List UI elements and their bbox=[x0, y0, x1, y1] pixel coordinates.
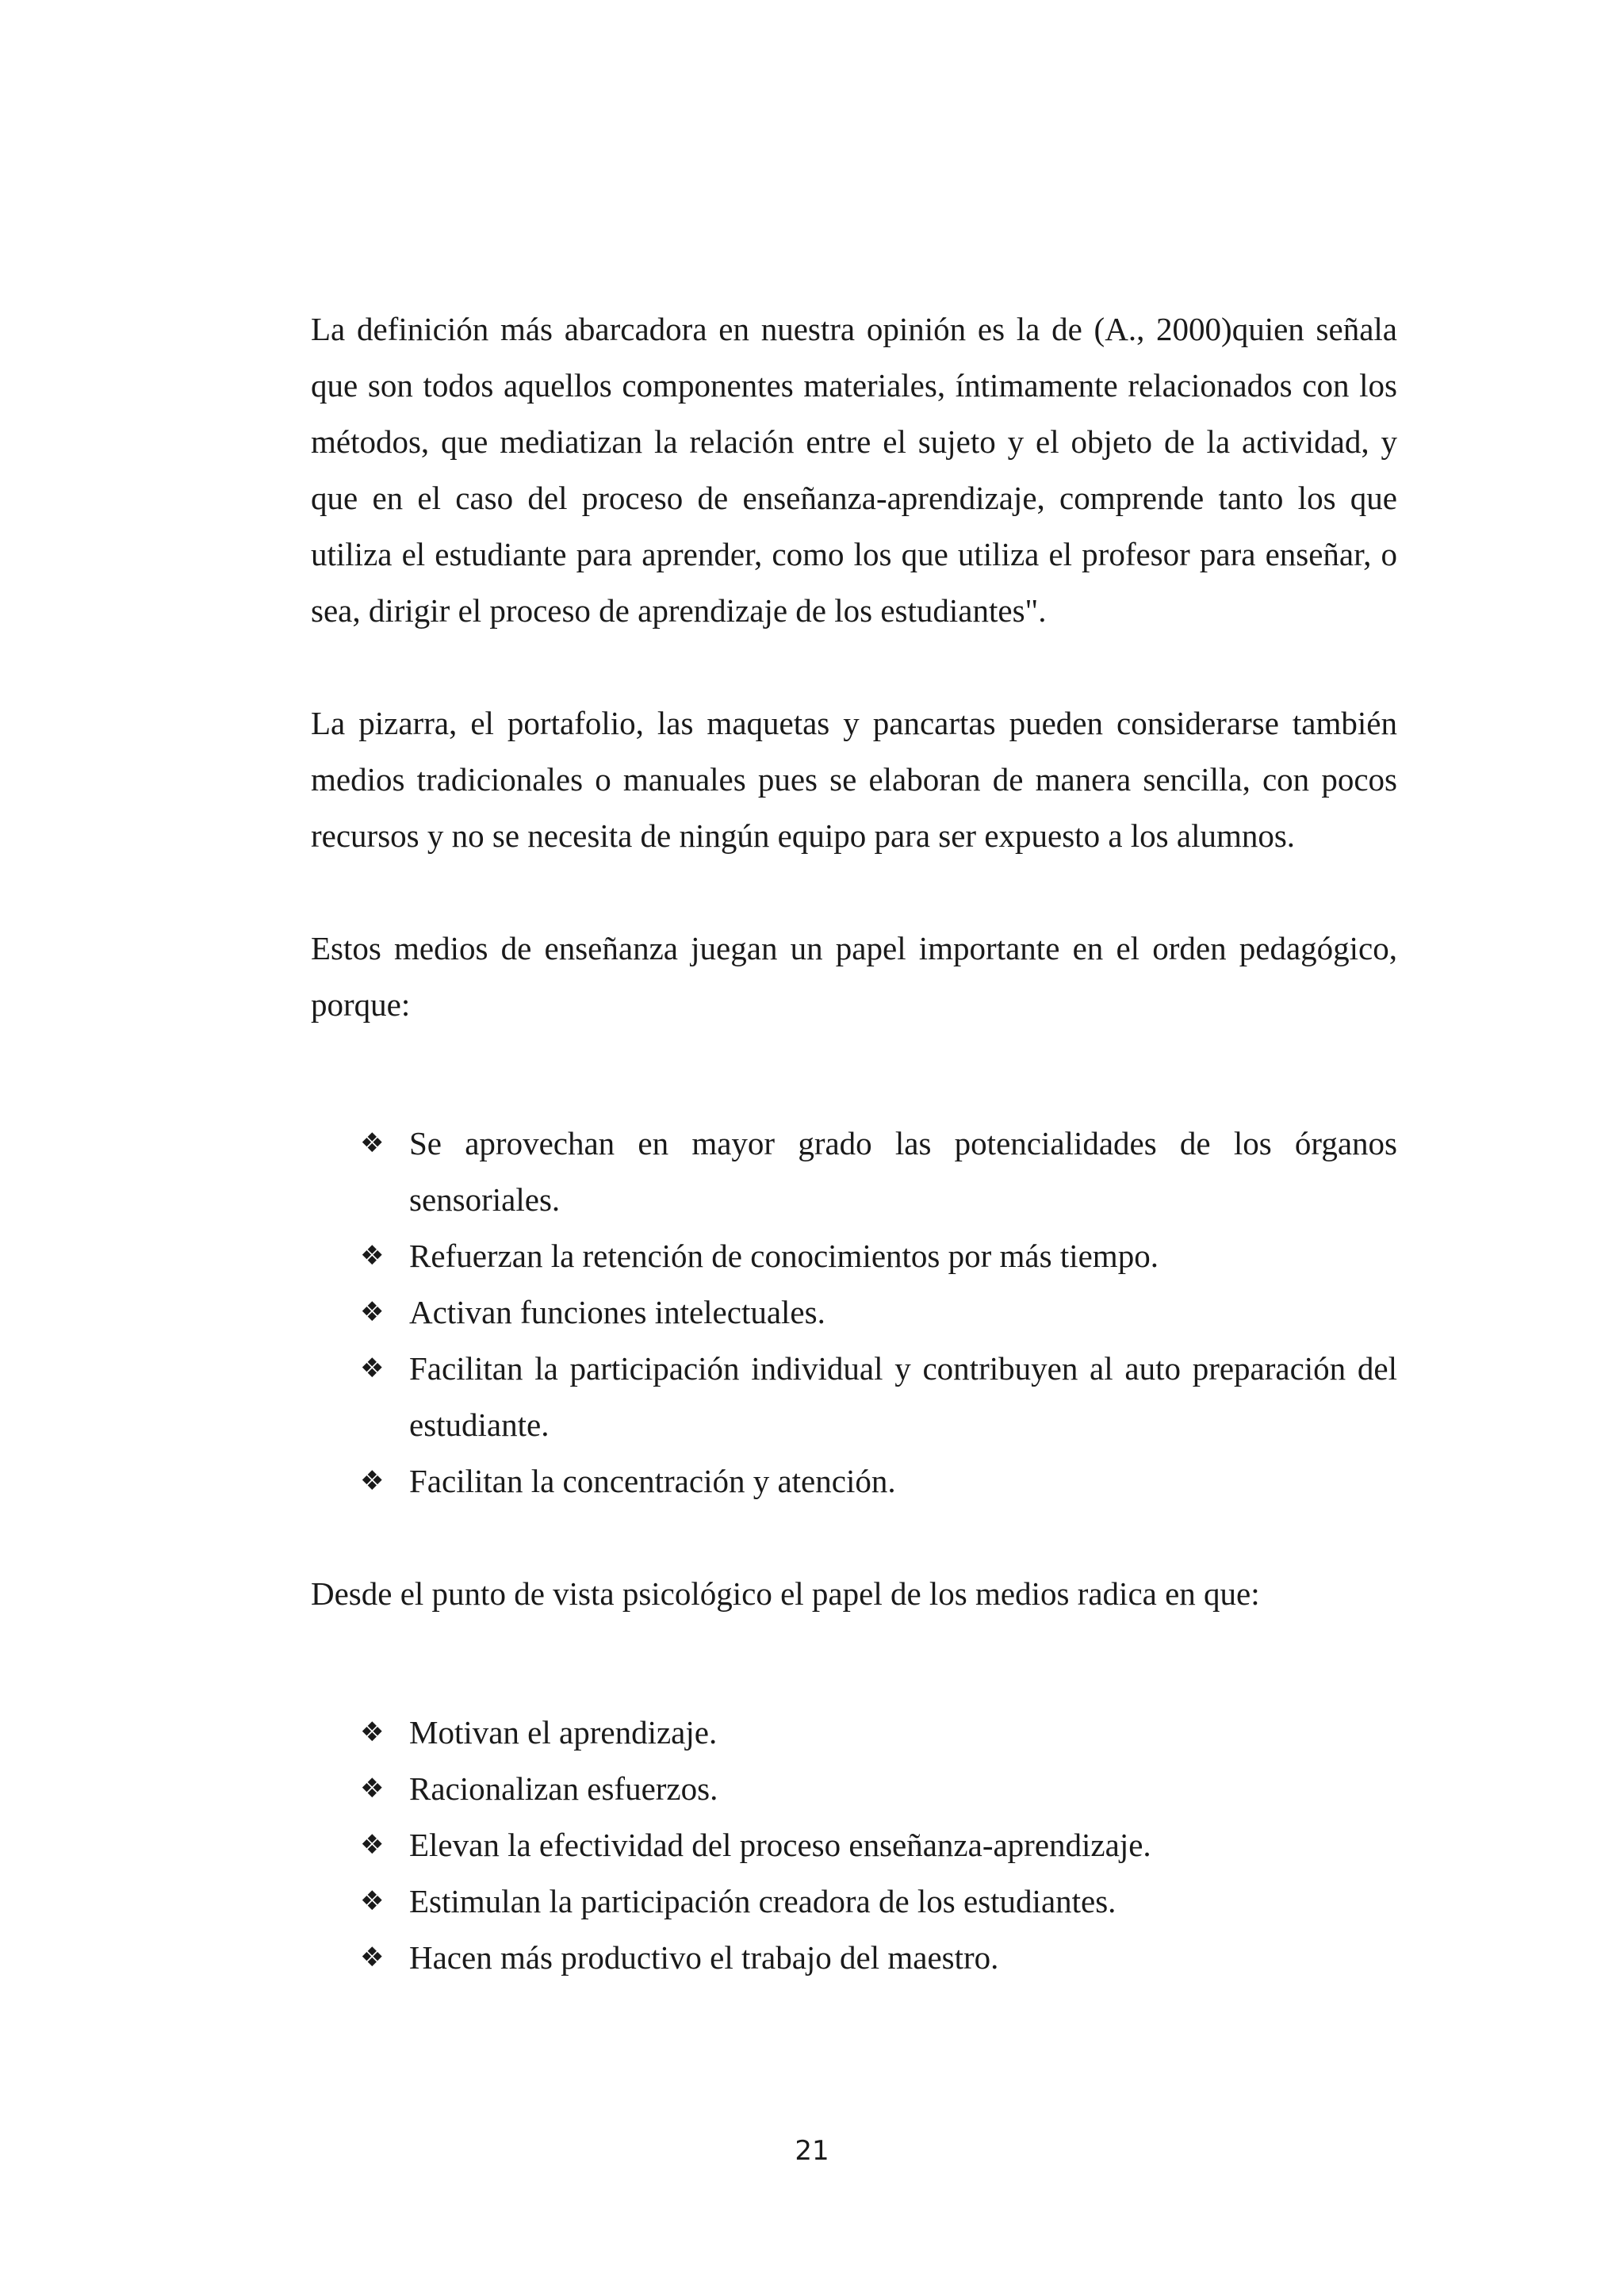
list-item bbox=[311, 1228, 1397, 1284]
list-item-text: Racionalizan esfuerzos. bbox=[409, 1770, 718, 1807]
paragraph-traditional-media: La pizarra, el portafolio, las maquetas y pancartas pueden considerarse también medios tradicionales o manuales pues se elaboran de manera sencilla, con pocos recursos y no se necesita de ningún equipo para ser expuesto a los alumnos. bbox=[311, 705, 1397, 854]
list-item-text: Activan funciones intelectuales. bbox=[409, 1294, 825, 1330]
list-item-text: Motivan el aprendizaje. bbox=[409, 1714, 718, 1751]
list-item bbox=[311, 1873, 1397, 1930]
diamond-bullet-icon: ❖ bbox=[360, 1296, 385, 1328]
list-item bbox=[311, 1453, 1397, 1510]
list-item bbox=[311, 1930, 1397, 1986]
list-item bbox=[311, 1761, 1397, 1817]
diamond-bullet-icon: ❖ bbox=[360, 1773, 385, 1804]
paragraph-psychological-role: Desde el punto de vista psicológico el papel de los medios radica en que: bbox=[311, 1575, 1260, 1612]
list-item-text: Se aprovechan en mayor grado las potencialidades de los órganos sensoriales. bbox=[409, 1125, 1397, 1218]
diamond-bullet-icon: ❖ bbox=[360, 1885, 385, 1917]
psychological-reasons-list bbox=[311, 1705, 1397, 1986]
list-item-text: Elevan la efectividad del proceso enseñanza-aprendizaje. bbox=[409, 1827, 1151, 1863]
list-item-text: Facilitan la concentración y atención. bbox=[409, 1463, 896, 1499]
diamond-bullet-icon: ❖ bbox=[360, 1353, 385, 1384]
list-item-text: Hacen más productivo el trabajo del maestro. bbox=[409, 1939, 999, 1976]
list-item-text: Estimulan la participación creadora de los estudiantes. bbox=[409, 1883, 1116, 1919]
list-item bbox=[311, 1341, 1397, 1453]
list-item bbox=[311, 1115, 1397, 1228]
diamond-bullet-icon: ❖ bbox=[360, 1465, 385, 1497]
pedagogical-reasons-list bbox=[311, 1115, 1397, 1510]
list-item-text: Facilitan la participación individual y contribuyen al auto preparación del estudiante. bbox=[409, 1350, 1397, 1443]
list-item bbox=[311, 1705, 1397, 1761]
diamond-bullet-icon: ❖ bbox=[360, 1716, 385, 1748]
paragraph-definition: La definición más abarcadora en nuestra opinión es la de (A., 2000)quien señala que son todos aquellos componentes materiales, íntimamente relacionados con los métodos, que mediatizan la relación entre el sujeto y el objeto de la actividad, y que en el caso del proceso de enseñanza-aprendizaje, comprende tanto los que utiliza el estudiante para aprender, como los que utiliza el profesor para enseñar, o sea, dirigir el proceso de aprendizaje de los estudiantes". bbox=[311, 311, 1397, 629]
page-body bbox=[311, 301, 1397, 1986]
diamond-bullet-icon: ❖ bbox=[360, 1829, 385, 1861]
list-item bbox=[311, 1817, 1397, 1873]
diamond-bullet-icon: ❖ bbox=[360, 1942, 385, 1973]
diamond-bullet-icon: ❖ bbox=[360, 1240, 385, 1272]
page-number: 21 bbox=[795, 2135, 829, 2167]
list-item bbox=[311, 1284, 1397, 1341]
paragraph-pedagogical-role: Estos medios de enseñanza juegan un papel importante en el orden pedagógico, porque: bbox=[311, 930, 1397, 1023]
diamond-bullet-icon: ❖ bbox=[360, 1127, 385, 1159]
list-item-text: Refuerzan la retención de conocimientos por más tiempo. bbox=[409, 1238, 1159, 1274]
